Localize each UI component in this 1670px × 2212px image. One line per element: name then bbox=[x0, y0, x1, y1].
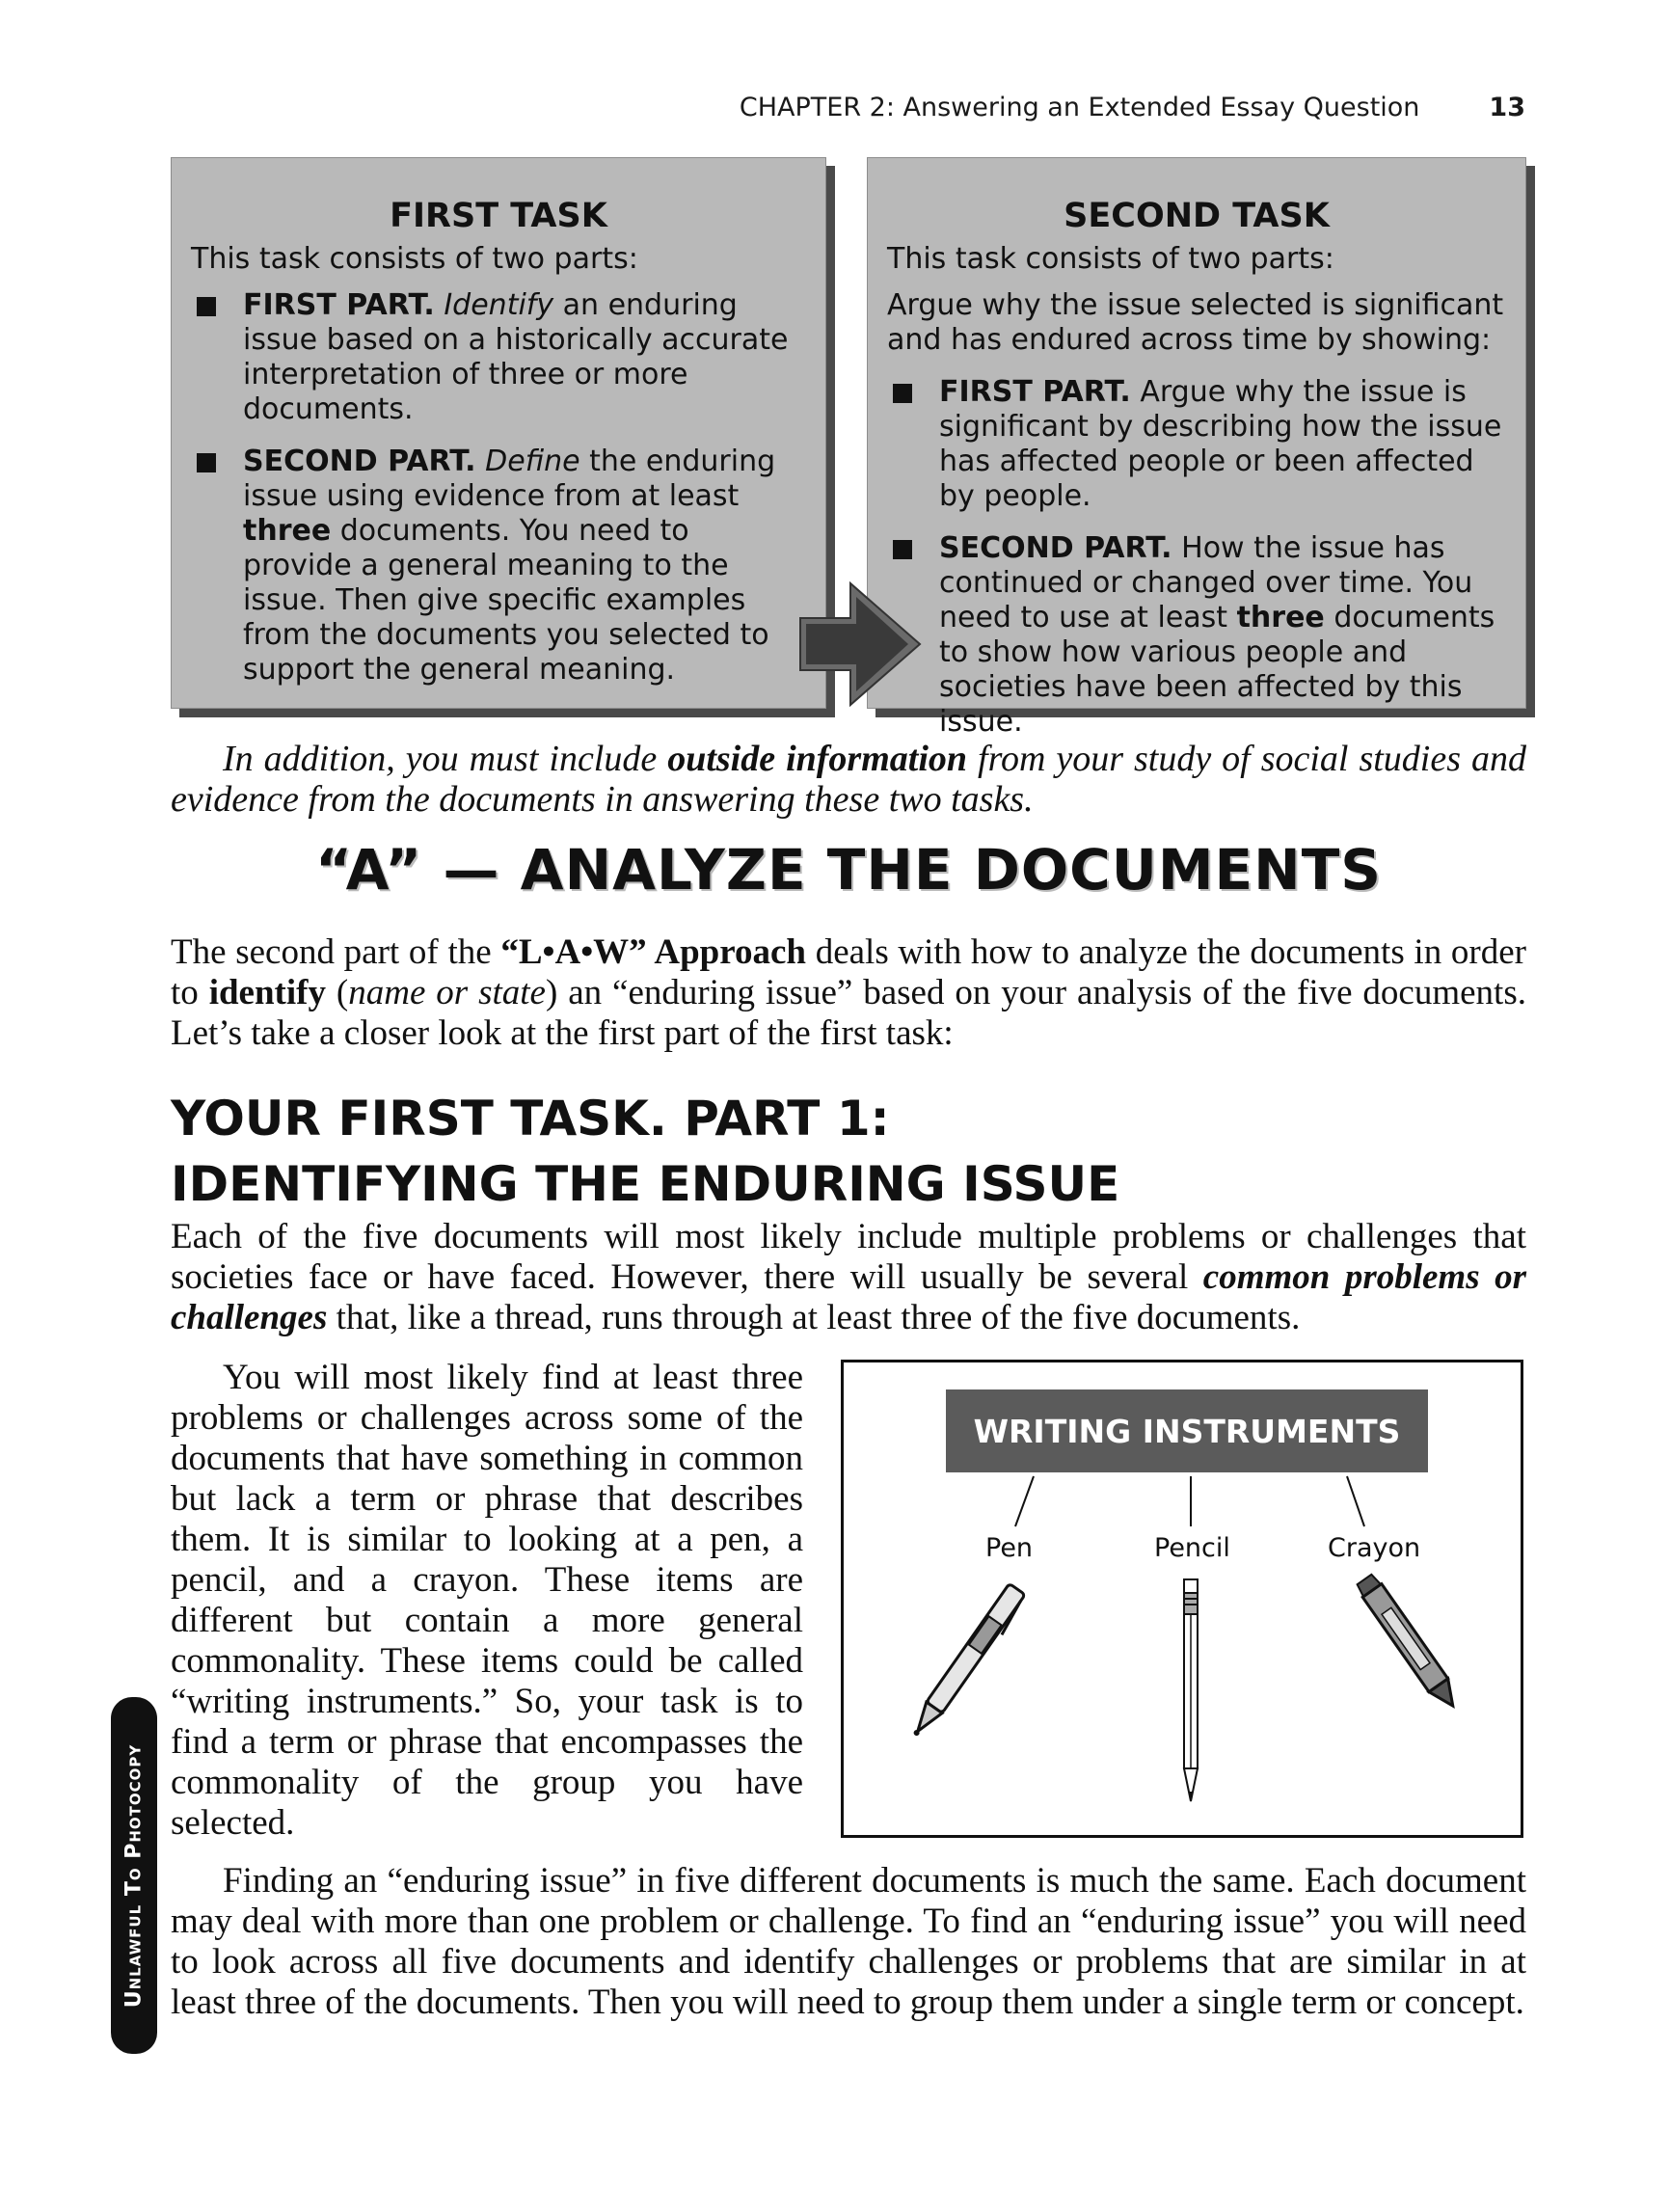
pen-icon bbox=[907, 1583, 1029, 1742]
paragraph-writing-instruments: You will most likely find at least three problems or challenges across some of the documents that have something in common but lack a term or phrase that describes them. It is similar to looking at a pen, a pencil, and a crayon. These items are different but contain a more general commonality. These items could be called “writing instruments.” So, your task is to find a term or phrase that encompasses the commonality of the group you have selected. bbox=[171, 1358, 803, 1843]
second-task-part1 bbox=[887, 375, 1506, 514]
label-pencil: Pencil bbox=[1154, 1533, 1230, 1563]
text: Each of the five documents will most likely include multiple problems or challenges that societies face or have faced. However, there will usually be several bbox=[171, 1217, 1526, 1297]
second-task-intro: This task consists of two parts: bbox=[887, 242, 1334, 276]
section-heading bbox=[171, 1086, 1526, 1217]
first-task-part1 bbox=[191, 288, 806, 427]
paragraph-common-problems bbox=[171, 1217, 1526, 1338]
label-pen: Pen bbox=[985, 1533, 1034, 1563]
text: In addition, you must include bbox=[223, 739, 668, 779]
second-task-lead: Argue why the issue selected is significant and has endured across time by showing: bbox=[887, 288, 1504, 357]
part-text: documents. You need to provide a general meaning to the issue. Then give specific examples from the documents you selected to support the general meaning. bbox=[243, 514, 769, 687]
bullet-square-icon bbox=[197, 453, 216, 472]
first-task-part2 bbox=[191, 445, 806, 688]
part-text: How the issue has continued or changed over time. You need to use at least bbox=[939, 531, 1473, 634]
text: deals with how to analyze the documents in order to bbox=[171, 932, 1526, 1012]
addition-note bbox=[171, 739, 1526, 820]
part-label: FIRST PART. bbox=[243, 288, 435, 322]
crayon-icon bbox=[1355, 1573, 1462, 1713]
part-label: SECOND PART. bbox=[939, 531, 1172, 565]
bullet-square-icon bbox=[893, 384, 912, 403]
bold-text: outside information bbox=[667, 739, 968, 779]
part-text: Argue why the issue is significant by describing how the issue has affected people or been affected by people. bbox=[939, 375, 1502, 513]
text: The second part of the bbox=[171, 932, 501, 972]
first-task-title: FIRST TASK bbox=[390, 197, 607, 235]
italic-text: name or state bbox=[348, 973, 546, 1012]
right-arrow-icon bbox=[793, 572, 928, 716]
part-verb: Identify bbox=[444, 288, 554, 322]
bold-text: identify bbox=[208, 973, 326, 1012]
second-task-title: SECOND TASK bbox=[1064, 197, 1330, 235]
section-heading-line2: IDENTIFYING THE ENDURING ISSUE bbox=[171, 1156, 1120, 1212]
part-text: the enduring issue using evidence from at least bbox=[243, 445, 776, 513]
page-number: 13 bbox=[1489, 93, 1525, 122]
part-text: documents to show how various people and societies have been affected by this issue. bbox=[939, 601, 1495, 739]
bullet-square-icon bbox=[197, 297, 216, 316]
writing-instruments-figure bbox=[841, 1360, 1523, 1838]
second-task-part2 bbox=[887, 531, 1506, 740]
label-crayon: Crayon bbox=[1328, 1533, 1421, 1563]
first-task-box bbox=[171, 157, 826, 709]
chapter-title: CHAPTER 2: Answering an Extended Essay Question bbox=[739, 93, 1420, 122]
section-heading-line1: YOUR FIRST TASK. PART 1: bbox=[171, 1091, 890, 1146]
text: that, like a thread, runs through at least three of the five documents. bbox=[327, 1298, 1301, 1337]
bold-italic-text: common problems or challenges bbox=[171, 1257, 1526, 1337]
part-verb: Define bbox=[485, 445, 580, 478]
paragraph-enduring-issue: Finding an “enduring issue” in five different documents is much the same. Each document may deal with more than one problem or challenge. To find an “enduring issue” you will need to look across all five documents and identify challenges or problems that are similar in at least three of the documents. Then you will need to group them under a single term or concept. bbox=[171, 1861, 1526, 2022]
pencil-icon bbox=[1184, 1579, 1198, 1801]
side-tab bbox=[111, 1697, 157, 2054]
part-label: SECOND PART. bbox=[243, 445, 476, 478]
text: ( bbox=[325, 973, 349, 1012]
bold-text: “L•A•W” Approach bbox=[500, 932, 806, 972]
part-bold: three bbox=[1236, 601, 1325, 634]
side-tab-label: Unlawful To Photocopy bbox=[121, 1743, 147, 2008]
text: from your study of social studies and evidence from the documents in answering these two tasks. bbox=[171, 739, 1526, 820]
paragraph-law-approach bbox=[171, 932, 1526, 1054]
part-text: an enduring issue based on a historically accurate interpretation of three or more documents. bbox=[243, 288, 789, 426]
bullet-square-icon bbox=[893, 540, 912, 559]
part-label: FIRST PART. bbox=[939, 375, 1131, 409]
text: ) an “enduring issue” based on your analysis of the five documents. Let’s take a closer look at the first part of the first task: bbox=[171, 973, 1526, 1053]
analyze-heading: “A” — ANALYZE THE DOCUMENTS bbox=[314, 837, 1383, 903]
first-task-intro: This task consists of two parts: bbox=[191, 242, 638, 276]
page-header bbox=[740, 93, 1525, 122]
second-task-box bbox=[867, 157, 1526, 739]
figure-title: WRITING INSTRUMENTS bbox=[946, 1389, 1428, 1472]
part-bold: three bbox=[243, 514, 332, 548]
